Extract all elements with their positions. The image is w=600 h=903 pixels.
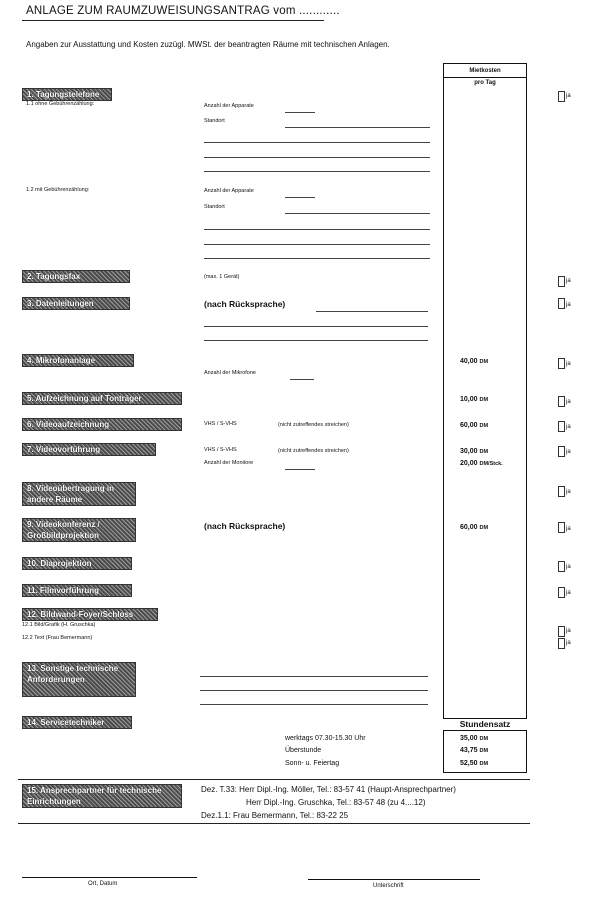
section-title-2: 2. Tagungsfax — [22, 270, 130, 283]
location-line-1-1a[interactable] — [204, 142, 430, 143]
page-title: ANLAGE ZUM RAUMZUWEISUNGSANTRAG vom ............ — [26, 5, 340, 17]
count-label-1-1: Anzahl der Apparate — [204, 103, 254, 109]
count-field-1-2[interactable] — [285, 197, 315, 198]
place-date-label: Ort, Datum — [88, 881, 118, 887]
ja-label-11: ja — [566, 590, 571, 596]
location-field-1-1[interactable] — [285, 127, 430, 128]
note-3: (nach Rücksprache) — [204, 299, 286, 309]
section-title-15: 15. Ansprechpartner für technische Einrichtungen — [22, 784, 182, 808]
rate-price-2: 52,50 DM — [460, 760, 489, 767]
ja-label-7: ja — [566, 449, 571, 455]
checkbox-6[interactable] — [558, 421, 565, 432]
cost-header-line1: Mietkosten — [469, 68, 501, 74]
location-line-1-1b[interactable] — [204, 157, 430, 158]
checkbox-7[interactable] — [558, 446, 565, 457]
location-line-1-2a[interactable] — [204, 229, 430, 230]
monitor-label-7: Anzahl der Monitore — [204, 460, 254, 466]
checkbox-12-2[interactable] — [558, 638, 565, 649]
hint-7: (nicht zutreffendes streichen) — [278, 448, 349, 454]
ja-label-9: ja — [566, 526, 571, 532]
format-6: VHS / S-VHS — [204, 421, 237, 427]
location-line-1-2b[interactable] — [204, 244, 430, 245]
rate-header: Stundensatz — [443, 718, 527, 731]
count-label-1-2: Anzahl der Apparate — [204, 188, 254, 194]
note-9: (nach Rücksprache) — [204, 521, 286, 531]
checkbox-5[interactable] — [558, 396, 565, 407]
rate-label-2: Sonn- u. Feiertag — [285, 760, 340, 767]
count-label-4: Anzahl der Mikrofone — [204, 370, 256, 376]
ja-label-8: ja — [566, 489, 571, 495]
sub-12-1: 12.1 Bild/Grafik (H. Gruschka) — [22, 622, 96, 628]
line-3a[interactable] — [316, 311, 428, 312]
checkbox-11[interactable] — [558, 587, 565, 598]
location-field-1-2[interactable] — [285, 213, 430, 214]
cost-column-header — [443, 66, 527, 89]
line-13c[interactable] — [200, 704, 428, 705]
sub-1-1: 1.1 ohne Gebührenzählung: — [26, 101, 95, 107]
rate-label-1: Überstunde — [285, 747, 322, 754]
ja-label-1: ja — [566, 93, 571, 99]
section-title-12: 12. Bildwand-Foyer/Schloss — [22, 608, 158, 621]
checkbox-12-1[interactable] — [558, 626, 565, 637]
checkbox-8[interactable] — [558, 486, 565, 497]
count-field-1-1[interactable] — [285, 112, 315, 113]
price-7a: 30,00 DM — [460, 448, 489, 455]
count-field-4[interactable] — [290, 379, 314, 380]
line-13b[interactable] — [200, 690, 428, 691]
cost-header-line2: pro Tag — [443, 77, 527, 89]
line-3c[interactable] — [204, 340, 428, 341]
sub-1-2: 1.2 mit Gebührenzählung: — [26, 187, 90, 193]
section-title-7: 7. Videovorführung — [22, 443, 156, 456]
price-4: 40,00 DM — [460, 358, 489, 365]
intro-text: Angaben zur Ausstattung und Kosten zuzügl. MWSt. der beantragten Räume mit technischen Anlagen. — [26, 40, 390, 49]
rate-price-0: 35,00 DM — [460, 735, 489, 742]
rate-price-1: 43,75 DM — [460, 747, 489, 754]
section-title-13: 13. Sonstige technische Anforderungen — [22, 662, 136, 697]
signature-field[interactable] — [308, 879, 480, 880]
ja-label-6: ja — [566, 424, 571, 430]
ja-label-2: ja — [566, 278, 571, 284]
ja-label-5: ja — [566, 399, 571, 405]
checkbox-2[interactable] — [558, 276, 565, 287]
place-date-field[interactable] — [22, 877, 197, 878]
checkbox-1[interactable] — [558, 91, 565, 102]
section-title-11: 11. Filmvorführung — [22, 584, 132, 597]
location-line-1-2c[interactable] — [204, 258, 430, 259]
note-2: (max. 1 Gerät) — [204, 274, 240, 280]
line-13a[interactable] — [200, 676, 428, 677]
title-underline — [22, 20, 324, 21]
section-title-10: 10. Diaprojektion — [22, 557, 132, 570]
checkbox-9[interactable] — [558, 522, 565, 533]
monitor-field-7[interactable] — [285, 469, 315, 470]
cost-column — [443, 63, 527, 773]
contact-line-2: Herr Dipl.-Ing. Gruschka, Tel.: 83-57 48 (zu 4....12) — [246, 798, 426, 807]
ja-label-3: ja — [566, 302, 571, 308]
contact-line-1: Dez. T.33: Herr Dipl.-Ing. Möller, Tel.: 83-57 41 (Haupt-Ansprechpartner) — [201, 785, 456, 794]
section-title-1: 1. Tagungstelefone — [22, 88, 112, 101]
section-title-3: 3. Datenleitungen — [22, 297, 130, 310]
ja-label-12-2: ja — [566, 640, 571, 646]
section-title-14: 14. Servicetechniker — [22, 716, 132, 729]
line-3b[interactable] — [204, 326, 428, 327]
sub-12-2: 12.2 Text (Frau Bemermann) — [22, 635, 93, 641]
rate-label-0: werktags 07.30-15.30 Uhr — [285, 735, 366, 742]
section-title-6: 6. Videoaufzeichnung — [22, 418, 182, 431]
section-title-9: 9. Videokonferenz / Großbildprojektion — [22, 518, 136, 542]
section-title-8: 8. Videoübertragung in andere Räume — [22, 482, 136, 506]
price-9: 60,00 DM — [460, 524, 489, 531]
section-title-4: 4. Mikrofonanlage — [22, 354, 134, 367]
price-6: 60,00 DM — [460, 422, 489, 429]
location-label-1-2: Standort — [204, 204, 225, 210]
checkbox-10[interactable] — [558, 561, 565, 572]
location-label-1-1: Standort — [204, 118, 225, 124]
signature-label: Unterschrift — [373, 883, 404, 889]
hint-6: (nicht zutreffendes streichen) — [278, 422, 349, 428]
price-5: 10,00 DM — [460, 396, 489, 403]
ja-label-4: ja — [566, 361, 571, 367]
contact-line-3: Dez.1.1: Frau Bemermann, Tel.: 83-22 25 — [201, 811, 349, 820]
section-title-5: 5. Aufzeichnung auf Tonträger — [22, 392, 182, 405]
checkbox-3[interactable] — [558, 298, 565, 309]
ja-label-12-1: ja — [566, 628, 571, 634]
format-7: VHS / S-VHS — [204, 447, 237, 453]
contact-divider-bottom — [18, 823, 530, 824]
contact-divider — [18, 779, 530, 780]
ja-label-10: ja — [566, 564, 571, 570]
checkbox-4[interactable] — [558, 358, 565, 369]
location-line-1-1c[interactable] — [204, 171, 430, 172]
price-7b: 20,00 DM/Stck. — [460, 460, 503, 467]
